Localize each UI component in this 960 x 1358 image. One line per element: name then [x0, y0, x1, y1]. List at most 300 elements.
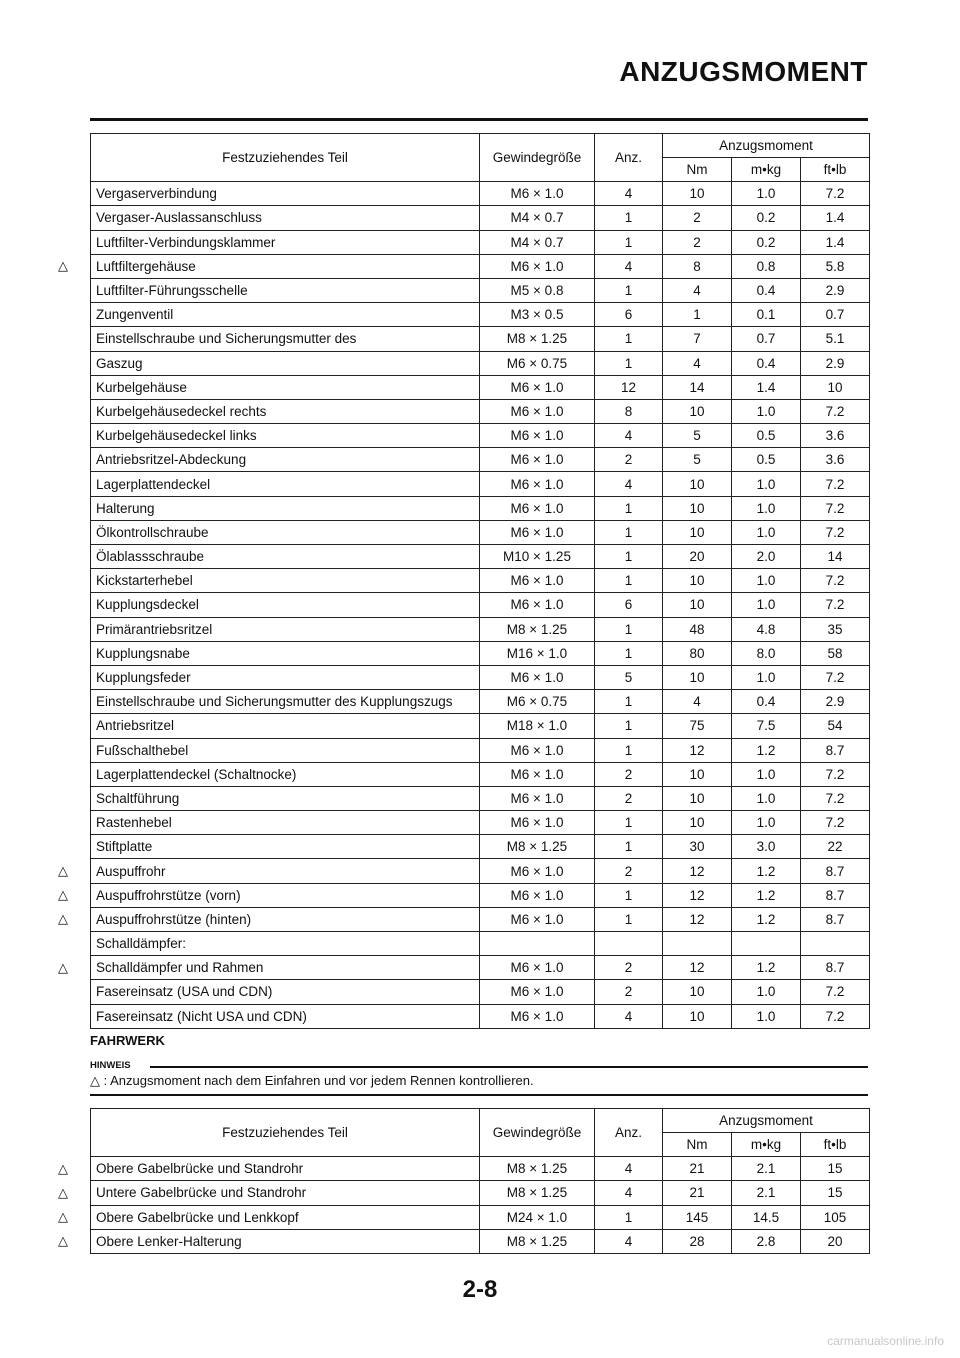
cell-mkg: 3.0: [732, 835, 801, 859]
cell-nm: 30: [663, 835, 732, 859]
cell-qty: 1: [595, 278, 663, 302]
cell-qty: 1: [595, 835, 663, 859]
cell-part: Kurbelgehäusedeckel rechts: [91, 399, 480, 423]
cell-qty: 1: [595, 327, 663, 351]
cell-thread: M4 × 0.7: [480, 230, 595, 254]
watermark: carmanualsonline.info: [827, 1334, 944, 1348]
warning-triangle-icon: △: [58, 1209, 68, 1225]
cell-nm: 10: [663, 472, 732, 496]
cell-mkg: 0.5: [732, 448, 801, 472]
cell-qty: 5: [595, 665, 663, 689]
table-row: [91, 351, 870, 375]
note-line: [150, 1066, 868, 1068]
cell-ftlb: 7.2: [801, 665, 870, 689]
cell-ftlb: 1.4: [801, 206, 870, 230]
cell-thread: M6 × 1.0: [480, 520, 595, 544]
cell-qty: 8: [595, 399, 663, 423]
cell-mkg: 1.2: [732, 859, 801, 883]
cell-ftlb: 10: [801, 375, 870, 399]
cell-nm: 5: [663, 448, 732, 472]
cell-nm: 10: [663, 520, 732, 544]
cell-thread: M6 × 1.0: [480, 182, 595, 206]
cell-thread: M6 × 1.0: [480, 811, 595, 835]
cell-qty: 6: [595, 303, 663, 327]
cell-thread: M8 × 1.25: [480, 327, 595, 351]
cell-ftlb: 15: [801, 1181, 870, 1205]
header-torque: Anzugsmoment: [663, 134, 870, 158]
cell-mkg: 2.8: [732, 1229, 801, 1253]
cell-part: Obere Lenker-Halterung: [91, 1229, 480, 1253]
cell-qty: 1: [595, 811, 663, 835]
cell-ftlb: 1.4: [801, 230, 870, 254]
table-row: [91, 278, 870, 302]
cell-nm: 8: [663, 254, 732, 278]
cell-qty: 4: [595, 1181, 663, 1205]
cell-mkg: 1.0: [732, 496, 801, 520]
cell-qty: 1: [595, 907, 663, 931]
cell-ftlb: 7.2: [801, 811, 870, 835]
cell-ftlb: 22: [801, 835, 870, 859]
cell-nm: 10: [663, 399, 732, 423]
cell-thread: M6 × 0.75: [480, 351, 595, 375]
note-body: : Anzugsmoment nach dem Einfahren und vor jedem Rennen kontrollieren.: [103, 1073, 534, 1088]
cell-ftlb: 3.6: [801, 424, 870, 448]
cell-nm: 10: [663, 786, 732, 810]
cell-thread: M8 × 1.25: [480, 835, 595, 859]
cell-part: Antriebsritzel-Abdeckung: [91, 448, 480, 472]
note-rule: [90, 1094, 868, 1096]
cell-part: Kupplungsfeder: [91, 665, 480, 689]
table-row: [91, 859, 870, 883]
cell-nm: 4: [663, 690, 732, 714]
cell-part: Fußschalthebel: [91, 738, 480, 762]
table-row: [91, 182, 870, 206]
cell-nm: 7: [663, 327, 732, 351]
cell-ftlb: 54: [801, 714, 870, 738]
warning-triangle-icon: △: [90, 1073, 100, 1088]
cell-part: Kurbelgehäusedeckel links: [91, 424, 480, 448]
cell-nm: [663, 932, 732, 956]
table-row: [91, 1157, 870, 1181]
cell-thread: M8 × 1.25: [480, 617, 595, 641]
cell-part: Vergaser-Auslassanschluss: [91, 206, 480, 230]
header-part: Festzuziehendes Teil: [91, 1109, 480, 1157]
cell-nm: 10: [663, 593, 732, 617]
cell-qty: 2: [595, 980, 663, 1004]
cell-nm: 75: [663, 714, 732, 738]
table-row: [91, 424, 870, 448]
cell-part: Luftfilter-Führungsschelle: [91, 278, 480, 302]
table-row: [91, 786, 870, 810]
cell-part: Stiftplatte: [91, 835, 480, 859]
cell-mkg: 8.0: [732, 641, 801, 665]
cell-nm: 12: [663, 859, 732, 883]
cell-mkg: 0.4: [732, 690, 801, 714]
cell-nm: 20: [663, 545, 732, 569]
cell-qty: 1: [595, 206, 663, 230]
cell-thread: M6 × 1.0: [480, 883, 595, 907]
cell-mkg: 2.1: [732, 1157, 801, 1181]
table-row: [91, 520, 870, 544]
cell-mkg: 14.5: [732, 1205, 801, 1229]
table-row: [91, 932, 870, 956]
cell-part: Primärantriebsritzel: [91, 617, 480, 641]
table-row: [91, 399, 870, 423]
cell-ftlb: 7.2: [801, 980, 870, 1004]
cell-thread: [480, 932, 595, 956]
table-row: [91, 1205, 870, 1229]
note-text: [90, 1073, 534, 1089]
cell-mkg: 0.2: [732, 206, 801, 230]
cell-nm: 10: [663, 496, 732, 520]
cell-mkg: 1.0: [732, 980, 801, 1004]
cell-nm: 10: [663, 762, 732, 786]
table-row: [91, 835, 870, 859]
cell-part: Kickstarterhebel: [91, 569, 480, 593]
header-qty: Anz.: [595, 1109, 663, 1157]
header-mkg: m•kg: [732, 158, 801, 182]
cell-mkg: 1.0: [732, 665, 801, 689]
table-row: [91, 665, 870, 689]
cell-part: Vergaserverbindung: [91, 182, 480, 206]
cell-part: Auspuffrohr: [91, 859, 480, 883]
cell-ftlb: 8.7: [801, 883, 870, 907]
warning-triangle-icon: △: [58, 1184, 68, 1200]
cell-ftlb: 7.2: [801, 593, 870, 617]
cell-ftlb: 7.2: [801, 399, 870, 423]
cell-nm: 12: [663, 907, 732, 931]
table-row: [91, 690, 870, 714]
cell-qty: 2: [595, 762, 663, 786]
cell-mkg: 1.4: [732, 375, 801, 399]
cell-part: Untere Gabelbrücke und Standrohr: [91, 1181, 480, 1205]
cell-thread: M6 × 1.0: [480, 448, 595, 472]
cell-qty: 4: [595, 1229, 663, 1253]
cell-qty: 1: [595, 738, 663, 762]
cell-qty: 1: [595, 690, 663, 714]
cell-thread: M6 × 1.0: [480, 254, 595, 278]
cell-nm: 10: [663, 665, 732, 689]
cell-nm: 12: [663, 956, 732, 980]
cell-mkg: 1.2: [732, 907, 801, 931]
table-row: [91, 980, 870, 1004]
cell-qty: 1: [595, 230, 663, 254]
cell-thread: M24 × 1.0: [480, 1205, 595, 1229]
table-row: [91, 496, 870, 520]
cell-thread: M6 × 1.0: [480, 980, 595, 1004]
cell-nm: 21: [663, 1157, 732, 1181]
cell-nm: 10: [663, 182, 732, 206]
table-row: [91, 956, 870, 980]
cell-qty: 1: [595, 496, 663, 520]
cell-part: Obere Gabelbrücke und Standrohr: [91, 1157, 480, 1181]
cell-qty: [595, 932, 663, 956]
cell-qty: 1: [595, 1205, 663, 1229]
cell-nm: 4: [663, 351, 732, 375]
cell-ftlb: 5.1: [801, 327, 870, 351]
cell-qty: 1: [595, 883, 663, 907]
header-thread: Gewindegröße: [480, 1109, 595, 1157]
table-row: [91, 762, 870, 786]
cell-ftlb: 7.2: [801, 182, 870, 206]
cell-ftlb: 35: [801, 617, 870, 641]
cell-mkg: 0.4: [732, 351, 801, 375]
cell-qty: 1: [595, 569, 663, 593]
table-row: [91, 907, 870, 931]
table-row: [91, 811, 870, 835]
cell-ftlb: 2.9: [801, 690, 870, 714]
cell-nm: 21: [663, 1181, 732, 1205]
cell-part: Kupplungsdeckel: [91, 593, 480, 617]
cell-ftlb: 2.9: [801, 278, 870, 302]
cell-thread: M6 × 1.0: [480, 472, 595, 496]
table-row: [91, 448, 870, 472]
cell-ftlb: 20: [801, 1229, 870, 1253]
table-row: [91, 472, 870, 496]
cell-thread: M6 × 1.0: [480, 762, 595, 786]
header-part: Festzuziehendes Teil: [91, 134, 480, 182]
cell-thread: M6 × 1.0: [480, 665, 595, 689]
cell-ftlb: 7.2: [801, 472, 870, 496]
cell-mkg: 1.0: [732, 811, 801, 835]
cell-part: Kurbelgehäuse: [91, 375, 480, 399]
cell-part: Schalldämpfer:: [91, 932, 480, 956]
cell-qty: 2: [595, 956, 663, 980]
table-row: [91, 883, 870, 907]
cell-ftlb: 105: [801, 1205, 870, 1229]
cell-nm: 80: [663, 641, 732, 665]
cell-nm: 28: [663, 1229, 732, 1253]
cell-ftlb: 14: [801, 545, 870, 569]
cell-part: Zungenventil: [91, 303, 480, 327]
cell-nm: 4: [663, 278, 732, 302]
cell-thread: M6 × 1.0: [480, 496, 595, 520]
cell-mkg: 4.8: [732, 617, 801, 641]
cell-thread: M6 × 1.0: [480, 738, 595, 762]
cell-ftlb: 58: [801, 641, 870, 665]
cell-mkg: 0.2: [732, 230, 801, 254]
cell-mkg: 1.0: [732, 182, 801, 206]
cell-ftlb: 7.2: [801, 786, 870, 810]
cell-nm: 10: [663, 569, 732, 593]
table-row: [91, 230, 870, 254]
cell-part: Auspuffrohrstütze (vorn): [91, 883, 480, 907]
cell-ftlb: 7.2: [801, 762, 870, 786]
cell-qty: 4: [595, 254, 663, 278]
cell-thread: M6 × 1.0: [480, 786, 595, 810]
table-row: [91, 738, 870, 762]
cell-nm: 2: [663, 206, 732, 230]
cell-thread: M6 × 1.0: [480, 859, 595, 883]
cell-qty: 1: [595, 520, 663, 544]
table-row: [91, 303, 870, 327]
cell-nm: 10: [663, 1004, 732, 1028]
cell-qty: 2: [595, 448, 663, 472]
cell-qty: 12: [595, 375, 663, 399]
warning-triangle-icon: △: [58, 911, 68, 927]
cell-thread: M16 × 1.0: [480, 641, 595, 665]
table-row: [91, 1229, 870, 1253]
cell-mkg: 0.7: [732, 327, 801, 351]
cell-mkg: 1.0: [732, 786, 801, 810]
cell-ftlb: 15: [801, 1157, 870, 1181]
cell-qty: 4: [595, 1157, 663, 1181]
cell-ftlb: 7.2: [801, 569, 870, 593]
cell-ftlb: 8.7: [801, 907, 870, 931]
cell-part: Lagerplattendeckel: [91, 472, 480, 496]
cell-part: Gaszug: [91, 351, 480, 375]
table-row: [91, 206, 870, 230]
cell-part: Einstellschraube und Sicherungsmutter des: [91, 327, 480, 351]
cell-ftlb: 7.2: [801, 496, 870, 520]
cell-thread: M6 × 1.0: [480, 569, 595, 593]
table-row: [91, 569, 870, 593]
cell-qty: 1: [595, 545, 663, 569]
header-mkg: m•kg: [732, 1133, 801, 1157]
table-row: [91, 593, 870, 617]
cell-ftlb: 8.7: [801, 859, 870, 883]
cell-thread: M6 × 1.0: [480, 424, 595, 448]
cell-part: Lagerplattendeckel (Schaltnocke): [91, 762, 480, 786]
cell-qty: 4: [595, 182, 663, 206]
cell-ftlb: 8.7: [801, 738, 870, 762]
cell-mkg: 1.0: [732, 472, 801, 496]
cell-thread: M3 × 0.5: [480, 303, 595, 327]
cell-qty: 1: [595, 351, 663, 375]
cell-part: Luftfilter-Verbindungsklammer: [91, 230, 480, 254]
cell-nm: 145: [663, 1205, 732, 1229]
cell-qty: 6: [595, 593, 663, 617]
cell-qty: 1: [595, 617, 663, 641]
cell-thread: M8 × 1.25: [480, 1157, 595, 1181]
table-row: [91, 375, 870, 399]
cell-nm: 14: [663, 375, 732, 399]
header-torque: Anzugsmoment: [663, 1109, 870, 1133]
cell-part: Halterung: [91, 496, 480, 520]
cell-mkg: 2.0: [732, 545, 801, 569]
cell-thread: M6 × 0.75: [480, 690, 595, 714]
cell-thread: M6 × 1.0: [480, 399, 595, 423]
table-body: [91, 182, 870, 1029]
torque-table-engine: [90, 133, 870, 1029]
note-label: HINWEIS: [90, 1060, 131, 1071]
cell-mkg: 0.5: [732, 424, 801, 448]
cell-mkg: [732, 932, 801, 956]
header-qty: Anz.: [595, 134, 663, 182]
table-body: [91, 1157, 870, 1254]
title-rule: [90, 118, 868, 121]
cell-mkg: 1.0: [732, 569, 801, 593]
cell-nm: 10: [663, 811, 732, 835]
cell-ftlb: 8.7: [801, 956, 870, 980]
cell-ftlb: 0.7: [801, 303, 870, 327]
cell-mkg: 7.5: [732, 714, 801, 738]
cell-nm: 12: [663, 738, 732, 762]
cell-mkg: 1.0: [732, 762, 801, 786]
cell-qty: 4: [595, 472, 663, 496]
cell-nm: 2: [663, 230, 732, 254]
table-row: [91, 327, 870, 351]
cell-ftlb: 7.2: [801, 1004, 870, 1028]
cell-thread: M4 × 0.7: [480, 206, 595, 230]
cell-nm: 1: [663, 303, 732, 327]
cell-thread: M8 × 1.25: [480, 1229, 595, 1253]
warning-triangle-icon: △: [58, 1233, 68, 1249]
torque-table-chassis: [90, 1108, 870, 1254]
cell-qty: 4: [595, 1004, 663, 1028]
cell-ftlb: 2.9: [801, 351, 870, 375]
header-nm: Nm: [663, 1133, 732, 1157]
cell-thread: M6 × 1.0: [480, 1004, 595, 1028]
cell-part: Schaltführung: [91, 786, 480, 810]
warning-triangle-icon: △: [58, 863, 68, 879]
cell-part: Schalldämpfer und Rahmen: [91, 956, 480, 980]
table-row: [91, 254, 870, 278]
table-row: [91, 617, 870, 641]
cell-thread: M6 × 1.0: [480, 375, 595, 399]
cell-nm: 10: [663, 980, 732, 1004]
cell-part: Obere Gabelbrücke und Lenkkopf: [91, 1205, 480, 1229]
cell-thread: M10 × 1.25: [480, 545, 595, 569]
table-row: [91, 641, 870, 665]
cell-ftlb: 3.6: [801, 448, 870, 472]
page-title: ANZUGSMOMENT: [619, 56, 868, 87]
cell-mkg: 1.0: [732, 399, 801, 423]
cell-ftlb: 5.8: [801, 254, 870, 278]
cell-part: Einstellschraube und Sicherungsmutter des Kupplungszugs: [91, 690, 480, 714]
table-row: [91, 1181, 870, 1205]
cell-nm: 5: [663, 424, 732, 448]
cell-mkg: 2.1: [732, 1181, 801, 1205]
warning-triangle-icon: △: [58, 1160, 68, 1176]
cell-thread: M18 × 1.0: [480, 714, 595, 738]
cell-mkg: 1.0: [732, 520, 801, 544]
cell-qty: 4: [595, 424, 663, 448]
cell-mkg: 0.4: [732, 278, 801, 302]
header-ftlb: ft•lb: [801, 158, 870, 182]
cell-part: Fasereinsatz (USA und CDN): [91, 980, 480, 1004]
cell-thread: M8 × 1.25: [480, 1181, 595, 1205]
table-row: [91, 714, 870, 738]
warning-triangle-icon: △: [58, 887, 68, 903]
cell-mkg: 1.2: [732, 738, 801, 762]
header-thread: Gewindegröße: [480, 134, 595, 182]
table-row: [91, 545, 870, 569]
table-row: [91, 1004, 870, 1028]
cell-part: Ölkontrollschraube: [91, 520, 480, 544]
cell-thread: M6 × 1.0: [480, 907, 595, 931]
cell-part: Luftfiltergehäuse: [91, 254, 480, 278]
cell-mkg: 1.2: [732, 883, 801, 907]
cell-part: Rastenhebel: [91, 811, 480, 835]
cell-part: Fasereinsatz (Nicht USA und CDN): [91, 1004, 480, 1028]
cell-qty: 2: [595, 786, 663, 810]
cell-qty: 1: [595, 641, 663, 665]
cell-part: Antriebsritzel: [91, 714, 480, 738]
cell-ftlb: 7.2: [801, 520, 870, 544]
cell-part: Ölablassschraube: [91, 545, 480, 569]
header-ftlb: ft•lb: [801, 1133, 870, 1157]
warning-triangle-icon: △: [58, 258, 68, 274]
cell-thread: M6 × 1.0: [480, 593, 595, 617]
cell-mkg: 1.0: [732, 593, 801, 617]
cell-part: Auspuffrohrstütze (hinten): [91, 907, 480, 931]
cell-mkg: 1.0: [732, 1004, 801, 1028]
cell-qty: 1: [595, 714, 663, 738]
cell-thread: M5 × 0.8: [480, 278, 595, 302]
cell-mkg: 0.1: [732, 303, 801, 327]
page-number: 2-8: [462, 1276, 498, 1303]
